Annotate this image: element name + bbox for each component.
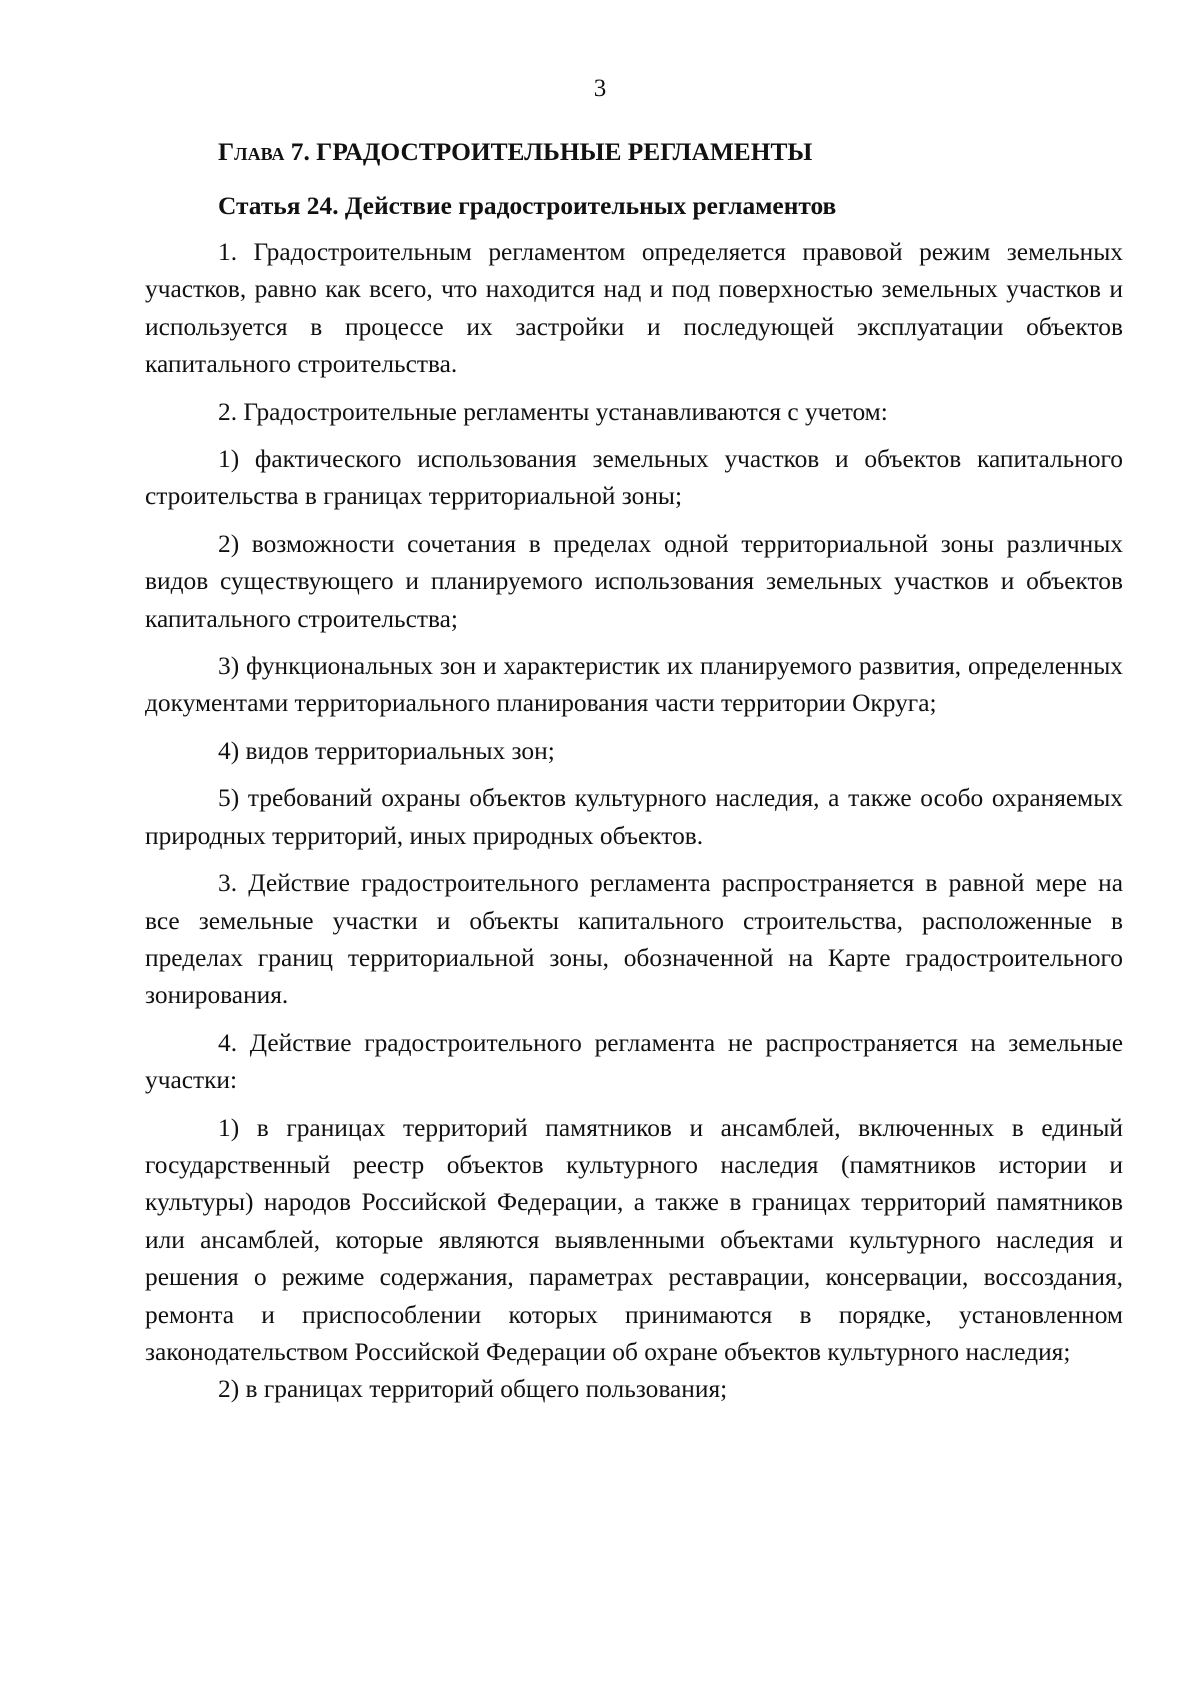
paragraph: 3. Действие градостроительного регламента распространяется в равной мере на все земельные участки и объекты капитального строительства, расположенные в пределах границ территориальной зоны, обозначенной на Карте градостроительного зонирования. <box>145 869 1123 1010</box>
list-item: 4) видов территориальных зон; <box>218 736 555 765</box>
list-item: 5) требований охраны объектов культурного наследия, а также особо охраняемых природных территорий, иных природных объектов. <box>145 784 1123 850</box>
document-body <box>145 136 1123 1419</box>
list-item: 1) в границах территорий памятников и ансамблей, включенных в единый государственный реестр объектов культурного наследия (памятников истории и культуры) народов Российской Федерации, а также в границах территорий памятников или ансамблей, которые являются выявленными объектами культурного наследия и решения о режиме содержания, параметрах реставрации, консервации, воссоздания, ремонта и приспособлении которых принимаются в порядке, установленном законодательством Российской Федерации об охране объектов культурного наследия; <box>145 1113 1123 1366</box>
paragraph: 2. Градостроительные регламенты устанавливаются с учетом: <box>218 397 888 426</box>
paragraph: 1. Градостроительным регламентом определяется правовой режим земельных участков, равно как всего, что находится над и под поверхностью земельных участков и используется в процессе их застройки и последующей эксплуатации объектов капитального строительства. <box>145 238 1123 379</box>
chapter-title-rest: 7. ГРАДОСТРОИТЕЛЬНЫЕ РЕГЛАМЕНТЫ <box>284 138 813 166</box>
list-item: 2) возможности сочетания в пределах одной территориальной зоны различных видов существующего и планируемого использования земельных участков и объектов капитального строительства; <box>145 529 1123 633</box>
page-number: 3 <box>593 75 607 102</box>
list-item: 2) в границах территорий общего пользования; <box>218 1375 728 1404</box>
list-item: 1) фактического использования земельных участков и объектов капитального строительства в границах территориальной зоны; <box>145 445 1123 511</box>
paragraph: 4. Действие градостроительного регламента не распространяется на земельные участки: <box>145 1028 1123 1095</box>
article-title: Статья 24. Действие градостроительных регламентов <box>218 192 837 220</box>
chapter-title <box>145 136 1123 168</box>
list-item: 3) функциональных зон и характеристик их планируемого развития, определенных документами территориального планирования части территории Округа; <box>145 652 1123 718</box>
chapter-title-lead: Глава <box>218 138 285 166</box>
